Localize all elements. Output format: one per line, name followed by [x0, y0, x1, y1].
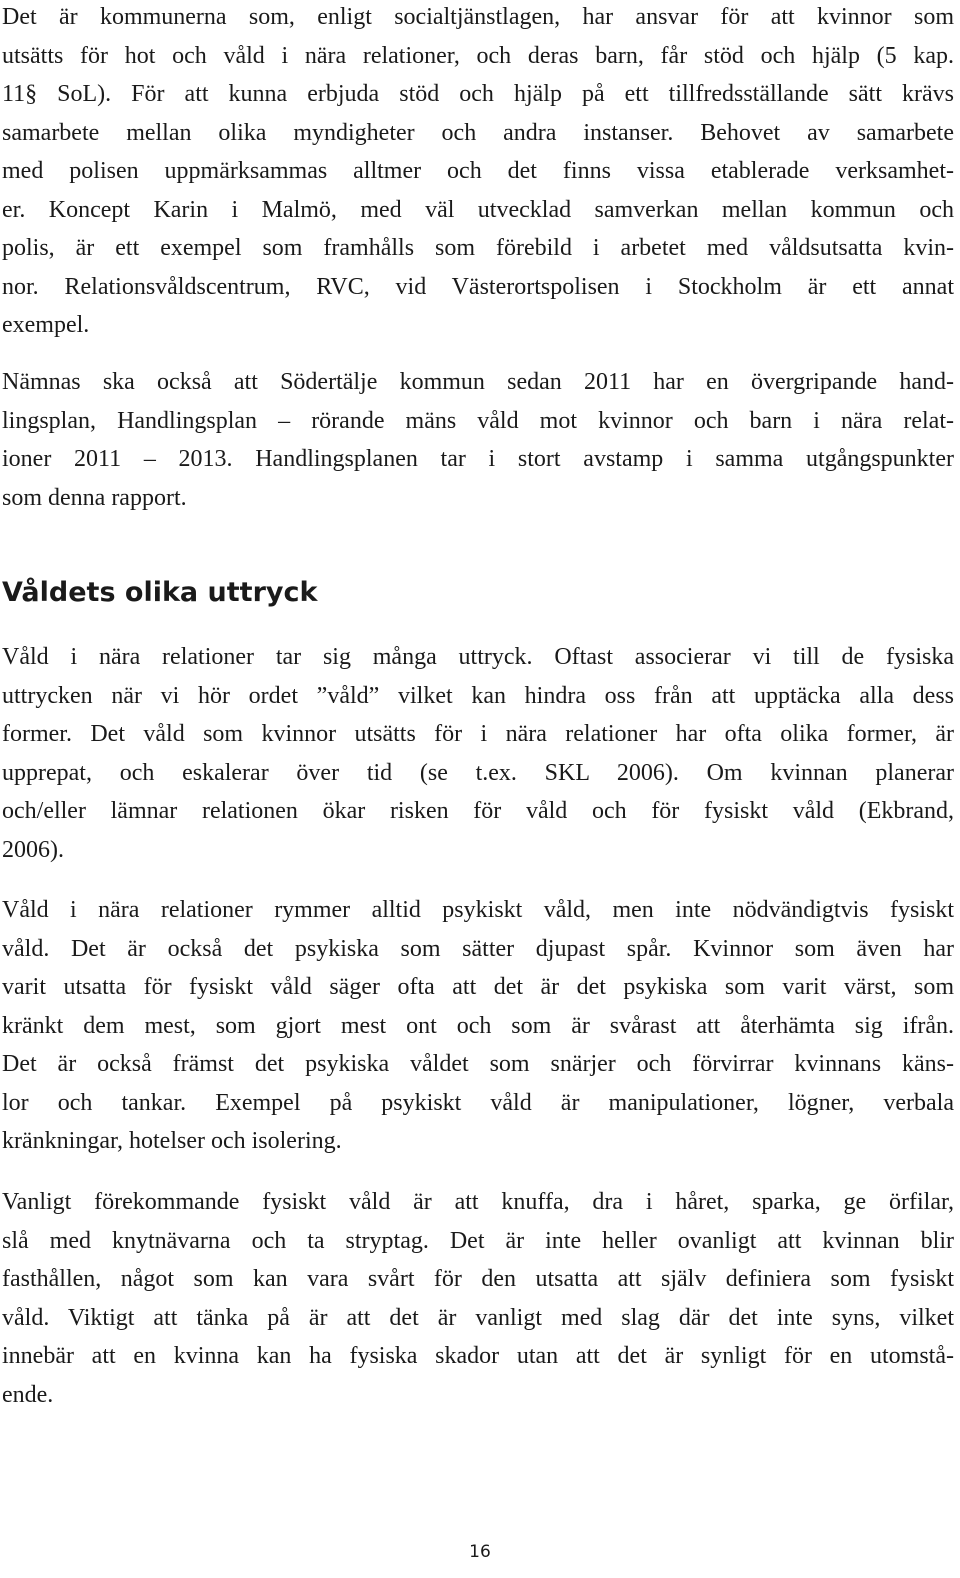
text-line: lingsplan, Handlingsplan – rörande mäns våld mot kvinnor och barn i nära relat- — [2, 407, 954, 434]
text-line: Vanligt förekommande fysiskt våld är att knuffa, dra i håret, sparka, ge örfilar, — [2, 1189, 954, 1215]
text-line: våld. Viktigt att tänka på är att det är vanligt med slag där det inte syns, vilket — [2, 1304, 954, 1331]
paragraph-psychological — [2, 891, 954, 1161]
section-heading: Våldets olika uttryck — [2, 577, 318, 608]
text-line: samarbete mellan olika myndigheter och andra instanser. Behovet av samarbete — [2, 119, 954, 146]
text-line: er. Koncept Karin i Malmö, med väl utvecklad samverkan mellan kommun och — [2, 196, 954, 223]
text-line: som denna rapport. — [2, 484, 187, 511]
text-line: utsätts för hot och våld i nära relationer, och deras barn, får stöd och hjälp (5 kap. — [2, 42, 954, 69]
text-line: polis, är ett exempel som framhålls som förebild i arbetet med våldsutsatta kvin- — [2, 235, 954, 261]
text-line: former. Det våld som kvinnor utsätts för i nära relationer har ofta olika former, är — [2, 721, 954, 747]
text-line: upprepat, och eskalerar över tid (se t.ex. SKL 2006). Om kvinnan planerar — [2, 759, 954, 786]
paragraph-sodertalje — [2, 363, 954, 517]
text-line: varit utsatta för fysiskt våld säger ofta att det är det psykiska som varit värst, som — [2, 974, 954, 1000]
text-line: Det är också främst det psykiska våldet som snärjer och förvirrar kvinnans käns- — [2, 1051, 954, 1077]
paragraph-responsibility — [2, 0, 954, 345]
text-line: slå med knytnävarna och ta stryptag. Det är inte heller ovanligt att kvinnan blir — [2, 1227, 954, 1254]
text-line: Våld i nära relationer tar sig många uttryck. Oftast associerar vi till de fysiska — [2, 644, 954, 670]
text-line: kränkt dem mest, som gjort mest ont och som är svårast att återhämta sig ifrån. — [2, 1012, 954, 1039]
paragraph-expressions — [2, 638, 954, 869]
text-line: våld. Det är också det psykiska som sätter djupast spår. Kvinnor som även har — [2, 935, 954, 962]
text-line: Det är kommunerna som, enligt socialtjänstlagen, har ansvar för att kvinnor som — [2, 4, 954, 30]
text-line: lor och tankar. Exempel på psykiskt våld är manipulationer, lögner, verbala — [2, 1089, 954, 1116]
text-line: Nämnas ska också att Södertälje kommun sedan 2011 har en övergripande hand- — [2, 369, 954, 395]
text-line: med polisen uppmärksammas alltmer och det finns vissa etablerade verksamhet- — [2, 158, 954, 184]
page-number: 16 — [469, 1542, 491, 1562]
text-line: exempel. — [2, 312, 90, 338]
text-line: ende. — [2, 1381, 54, 1408]
text-line: kränkningar, hotelser och isolering. — [2, 1128, 342, 1154]
text-line: 2006). — [2, 836, 64, 863]
text-line: uttrycken när vi hör ordet ”våld” vilket kan hindra oss från att upptäcka alla dess — [2, 682, 954, 709]
paragraph-physical — [2, 1183, 954, 1414]
text-line: ioner 2011 – 2013. Handlingsplanen tar i stort avstamp i samma utgångspunkter — [2, 446, 954, 472]
text-line: nor. Relationsvåldscentrum, RVC, vid Västerortspolisen i Stockholm är ett annat — [2, 273, 954, 300]
text-line: fasthållen, något som kan vara svårt för den utsatta att själv definiera som fysiskt — [2, 1266, 954, 1292]
text-line: och/eller lämnar relationen ökar risken för våld och för fysiskt våld (Ekbrand, — [2, 798, 954, 824]
text-line: innebär att en kvinna kan ha fysiska skador utan att det är synligt för en utomstå- — [2, 1343, 954, 1369]
text-line: Våld i nära relationer rymmer alltid psykiskt våld, men inte nödvändigtvis fysiskt — [2, 897, 954, 923]
text-line: 11§ SoL). För att kunna erbjuda stöd och hjälp på ett tillfredsställande sätt krävs — [2, 81, 954, 107]
